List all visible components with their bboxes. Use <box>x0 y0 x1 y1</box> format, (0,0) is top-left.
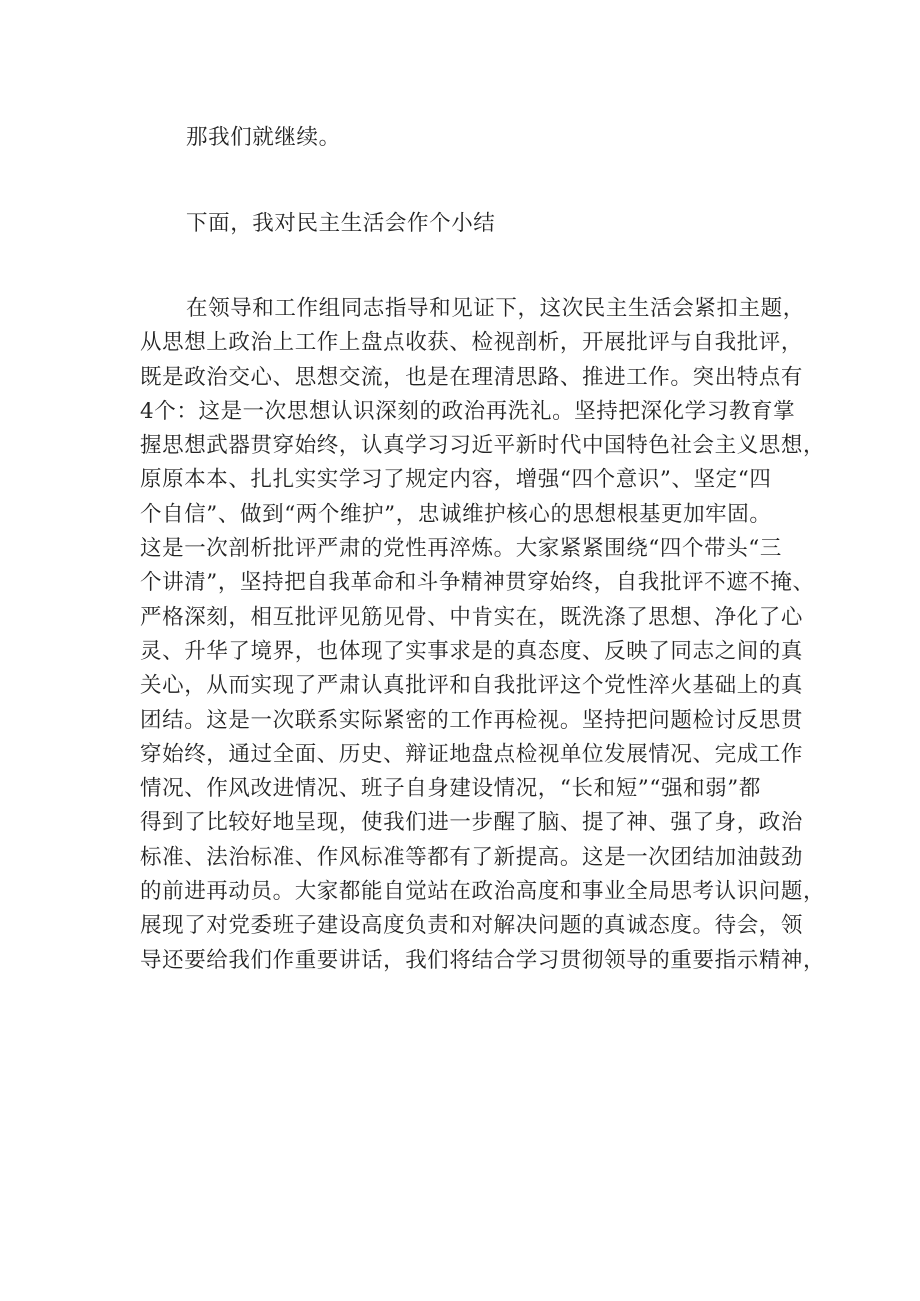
paragraph-continue: 那我们就继续。 <box>186 125 341 150</box>
text-line: 个自信”、做到“两个维护”，忠诚维护核心的思想根基更加牢固。 <box>140 501 772 527</box>
text-line: 标准、法治标准、作风标准等都有了新提高。这是一次团结加油鼓劲 <box>140 844 804 870</box>
text-line: 情况、作风改进情况、班子自身建设情况，“长和短”“强和弱”都 <box>140 776 761 802</box>
text-line: 在领导和工作组同志指导和见证下，这次民主生活会紧扣主题， <box>186 296 805 321</box>
paragraph-summary-intro: 下面，我对民主生活会作个小结 <box>186 211 496 236</box>
text-line: 握思想武器贯穿始终，认真学习习近平新时代中国特色社会主义思想， <box>140 433 826 459</box>
text-line: 这是一次剖析批评严肃的党性再淬炼。大家紧紧围绕“四个带头“三 <box>140 536 782 562</box>
text-line: 灵、升华了境界，也体现了实事求是的真态度、反映了同志之间的真 <box>140 638 804 664</box>
summary-body-paragraph <box>140 292 826 978</box>
text-line: 团结。这是一次联系实际紧密的工作再检视。坚持把问题检讨反思贯 <box>140 707 804 733</box>
text-line: 得到了比较好地呈现，使我们进一步醒了脑、提了神、强了身，政治 <box>140 810 804 836</box>
text-line: 导还要给我们作重要讲话，我们将结合学习贯彻领导的重要指示精神， <box>140 947 826 973</box>
text-line: 4个：这是一次思想认识深刻的政治再洗礼。坚持把深化学习教育掌 <box>140 398 796 424</box>
text-line: 穿始终，通过全面、历史、辩证地盘点检视单位发展情况、完成工作 <box>140 741 804 767</box>
text-line: 从思想上政治上工作上盘点收获、检视剖析，开展批评与自我批评， <box>140 330 804 356</box>
text-line: 严格深刻，相互批评见筋见骨、中肯实在，既洗涤了思想、净化了心 <box>140 604 804 630</box>
text-line: 原原本本、扎扎实实学习了规定内容，增强“四个意识”、坚定“四 <box>140 467 772 493</box>
text-line: 关心，从而实现了严肃认真批评和自我批评这个党性淬火基础上的真 <box>140 673 804 699</box>
text-line: 个讲清”，坚持把自我革命和斗争精神贯穿始终，自我批评不遮不掩、 <box>140 570 815 596</box>
text-line: 展现了对党委班子建设高度负责和对解决问题的真诚态度。待会，领 <box>140 913 804 939</box>
text-line: 的前进再动员。大家都能自觉站在政治高度和事业全局思考认识问题， <box>140 879 826 905</box>
text-line: 既是政治交心、思想交流，也是在理清思路、推进工作。突出特点有 <box>140 364 804 390</box>
